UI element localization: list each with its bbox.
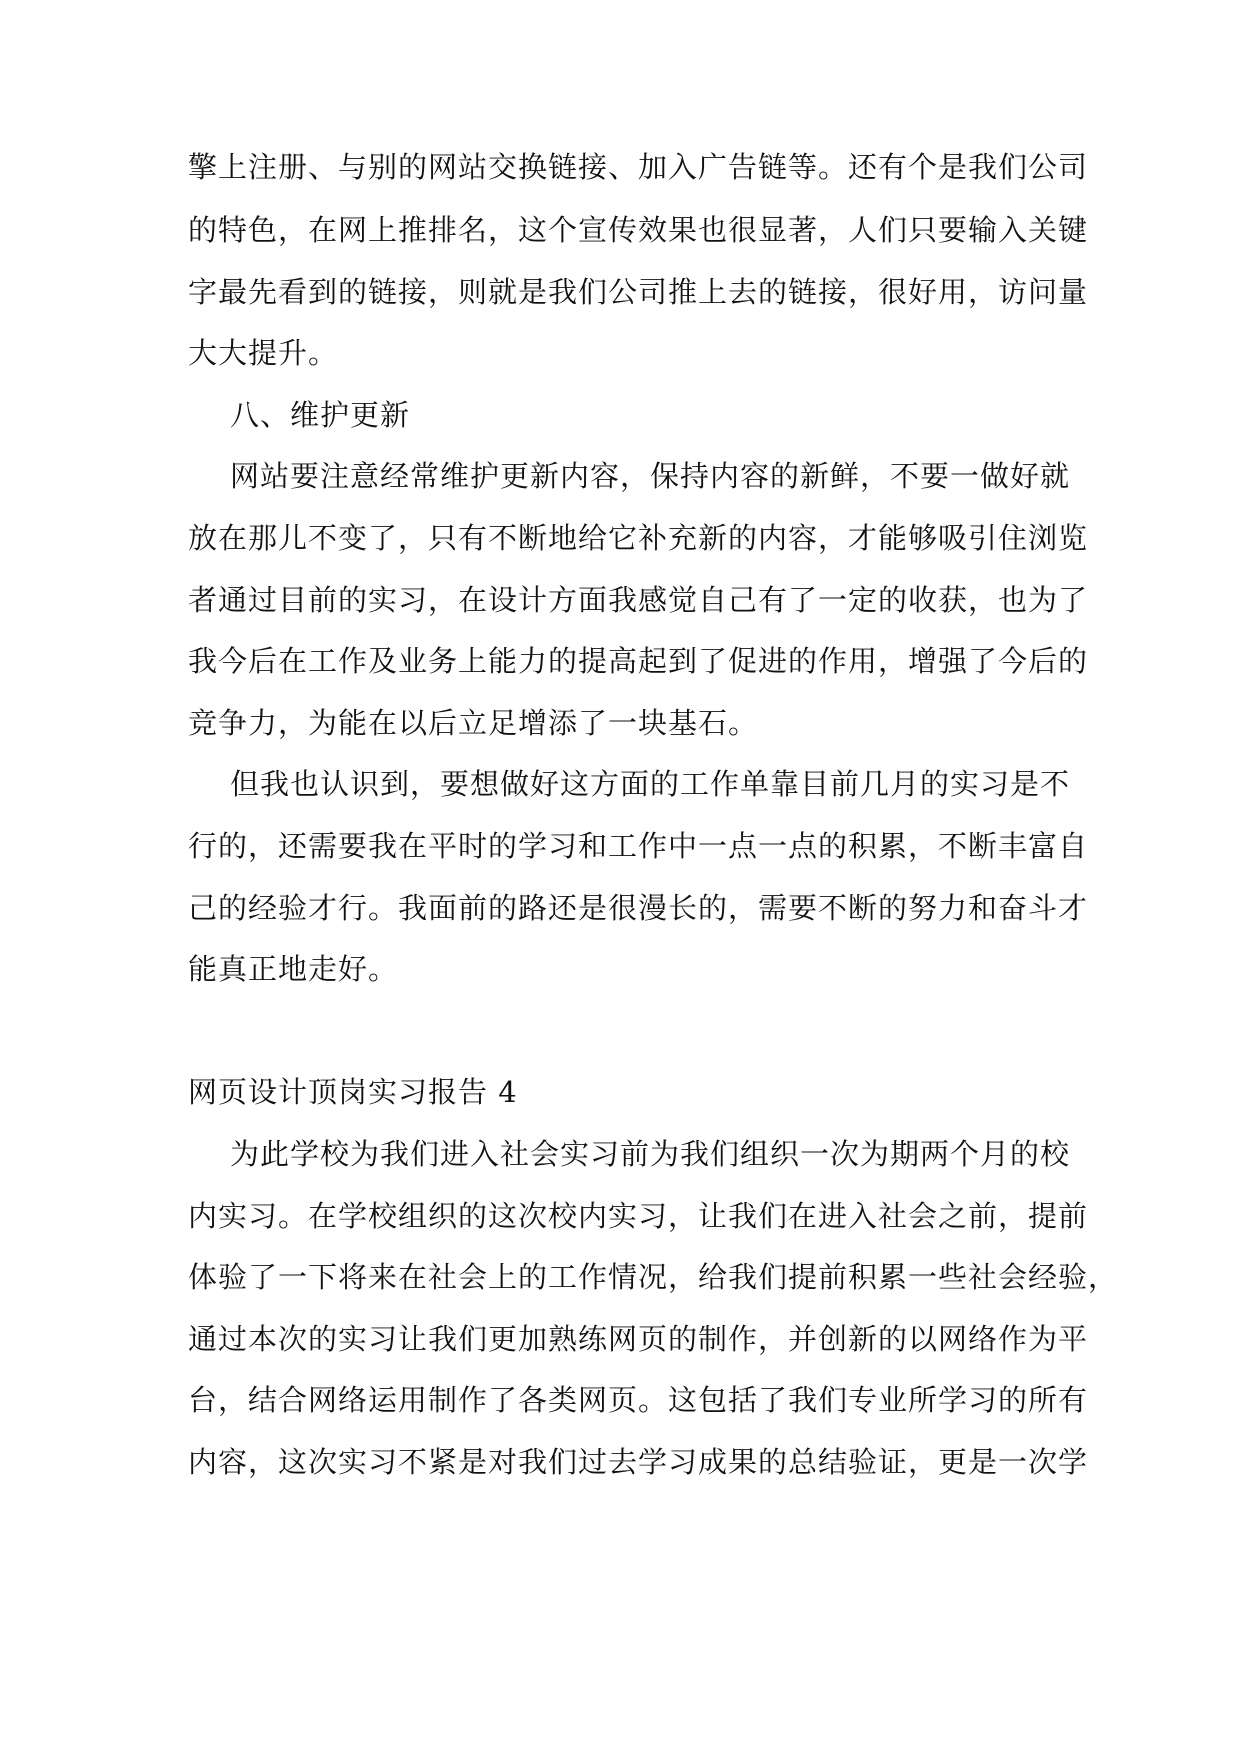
- paragraph-line: 内容，这次实习不紧是对我们过去学习成果的总结验证，更是一次学: [188, 1445, 1089, 1479]
- paragraph-line: 己的经验才行。我面前的路还是很漫长的，需要不断的努力和奋斗才: [188, 891, 1089, 925]
- section-heading: 八、维护更新: [230, 398, 411, 432]
- paragraph-line: 我今后在工作及业务上能力的提高起到了促进的作用，增强了今后的: [188, 644, 1089, 678]
- paragraph-line: 者通过目前的实习，在设计方面我感觉自己有了一定的收获，也为了: [188, 583, 1089, 617]
- paragraph-line: 的特色，在网上推排名，这个宣传效果也很显著，人们只要输入关键: [188, 213, 1089, 247]
- paragraph-line: 内实习。在学校组织的这次校内实习，让我们在进入社会之前，提前: [188, 1199, 1089, 1233]
- paragraph-line: 体验了一下将来在社会上的工作情况，给我们提前积累一些社会经验，: [188, 1260, 1119, 1294]
- paragraph-line: 竞争力，为能在以后立足增添了一块基石。: [188, 706, 759, 740]
- paragraph-line: 但我也认识到，要想做好这方面的工作单靠目前几月的实习是不: [230, 767, 1071, 801]
- paragraph-line: 行的，还需要我在平时的学习和工作中一点一点的积累，不断丰富自: [188, 829, 1089, 863]
- paragraph-line: 大大提升。: [188, 336, 339, 370]
- report-title: 网页设计顶岗实习报告 4: [188, 1075, 518, 1109]
- paragraph-line: 能真正地走好。: [188, 952, 399, 986]
- paragraph-line: 台，结合网络运用制作了各类网页。这包括了我们专业所学习的所有: [188, 1383, 1089, 1417]
- paragraph-line: 通过本次的实习让我们更加熟练网页的制作，并创新的以网络作为平: [188, 1322, 1089, 1356]
- paragraph-line: 为此学校为我们进入社会实习前为我们组织一次为期两个月的校: [230, 1137, 1071, 1171]
- paragraph-line: 放在那儿不变了，只有不断地给它补充新的内容，才能够吸引住浏览: [188, 521, 1089, 555]
- paragraph-line: 擎上注册、与别的网站交换链接、加入广告链等。还有个是我们公司: [188, 150, 1089, 184]
- paragraph-line: 网站要注意经常维护更新内容，保持内容的新鲜，不要一做好就: [230, 459, 1071, 493]
- paragraph-line: 字最先看到的链接，则就是我们公司推上去的链接，很好用，访问量: [188, 275, 1089, 309]
